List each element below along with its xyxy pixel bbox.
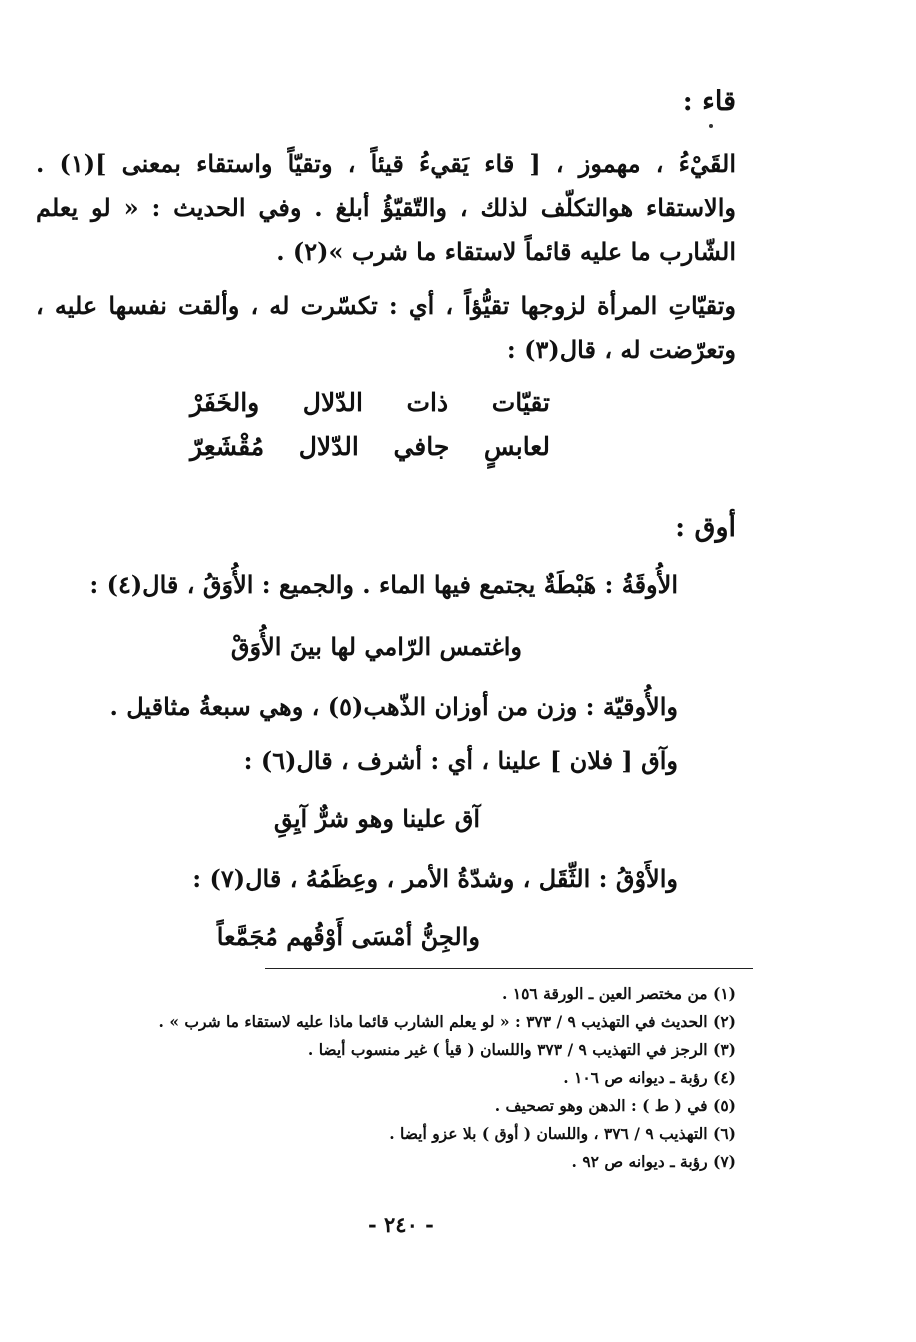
line-awq-thiql: والأَوْقُ : الثِّقَل ، وشدّةُ الأمر ، وعِظَمُهُ ، قال(٧) : [192,864,678,893]
footnote-2: (٢) الحديث في التهذيب ٩ / ٣٧٣ : « لو يعلم الشارب قائما ماذا عليه لاستقاء ما شرب » . [158,1012,736,1031]
page-number: - ٢٤٠ - [368,1212,434,1237]
paragraph-taqayyat: وتقيّاتِ المرأة لزوجها تقيُّؤاً ، أي : تكسّرت له ، وألقت نفسها عليه ، وتعرّضت له ، قال(٣) : [36,291,736,364]
verse-line-aq-alayna: آق علينا وهو شرٌّ آيِقِ [273,804,480,833]
verse-word: لعابسٍ [483,432,550,461]
entry-heading-qa: قاء : [682,86,736,117]
footnote-1: (١) من مختصر العين ـ الورقة ١٥٦ . [501,984,736,1003]
verse-word: الدّلال [298,432,359,461]
ink-dot [709,124,713,128]
verse-line-ightamasa: واغتمس الرّامي لها بينَ الأُوَقْ [230,632,522,661]
footnote-7: (٧) رؤبة ـ ديوانه ص ٩٢ . [571,1152,736,1171]
verse-word: ذات [406,388,449,417]
verse-word: الدّلال [302,388,363,417]
paragraph-qa-definition: القَيْءُ ، مهموز ، [ قاء يَقيءُ قيئاً ، وتقيّاً واستقاء بمعنى ](١) . والاستقاء هوالتكلّف لذلك ، والتّقيّؤُ أبلغ . وفي الحديث : « لو يعلم الشّارب ما عليه قائماً لاستقاء ما شرب »(٢) . [36,149,736,266]
line-awqa-definition: الأُوقَةُ : هَبْطَةٌ يجتمع فيها الماء . والجميع : الأُوَقُ ، قال(٤) : [89,570,678,599]
verse-word: تقيّات [491,388,550,417]
footnote-4: (٤) رؤبة ـ ديوانه ص ١٠٦ . [563,1068,736,1087]
verse-line-2 [190,432,550,461]
line-aq: وآق [ فلان ] علينا ، أي : أشرف ، قال(٦) : [243,746,678,775]
verse-word: مُقْشَعِرّ [190,432,265,461]
footnote-5: (٥) في ( ط ) : الدهن وهو تصحيف . [494,1096,736,1115]
footnote-3: (٣) الرجز في التهذيب ٩ / ٣٧٣ واللسان ( قيأ ) غير منسوب أيضا . [307,1040,736,1059]
verse-line-wal-jinn: والجِنُّ أمْسَى أَوْقُهم مُجَمَّعاً [216,922,480,951]
footnote-separator [265,968,753,969]
line-uqiyya: والأُوقيّة : وزن من أوزان الذّهب(٥) ، وهي سبعةُ مثاقيل . [109,692,678,721]
verse-word: جافي [393,432,450,461]
footnote-6: (٦) التهذيب ٩ / ٣٧٦ ، واللسان ( أوق ) بلا عزو أيضا . [389,1124,736,1143]
verse-word: والخَفَرْ [190,388,260,417]
verse-line-1 [190,388,550,417]
entry-heading-awq: أوق : [675,512,736,543]
